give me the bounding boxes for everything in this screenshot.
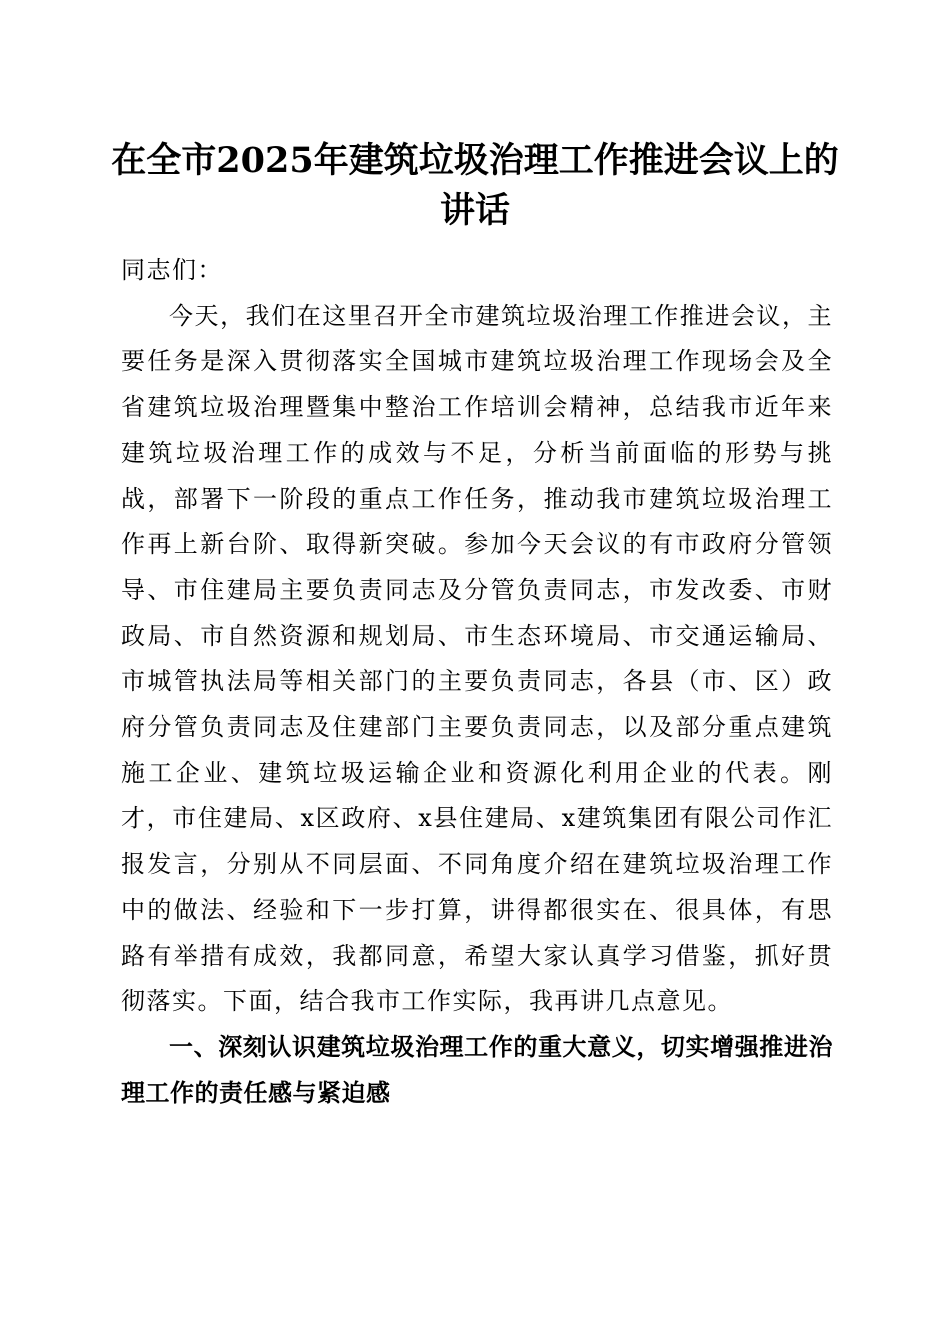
opening-paragraph: 今天，我们在这里召开全市建筑垃圾治理工作推进会议，主要任务是深入贯彻落实全国城市建筑垃圾治理工作现场会及全省建筑垃圾治理暨集中整治工作培训会精神，总结我市近年来建筑垃圾治理工作的成效与不足，分析当前面临的形势与挑战，部署下一阶段的重点工作任务，推动我市建筑垃圾治理工作再上新台阶、取得新突破。参加今天会议的有市政府分管领导、市住建局主要负责同志及分管负责同志，市发改委、市财政局、市自然资源和规划局、市生态环境局、市交通运输局、市城管执法局等相关部门的主要负责同志，各县（市、区）政府分管负责同志及住建部门主要负责同志，以及部分重点建筑施工企业、建筑垃圾运输企业和资源化利用企业的代表。刚才，市住建局、x区政府、x县住建局、x建筑集团有限公司作汇报发言，分别从不同层面、不同角度介绍在建筑垃圾治理工作中的做法、经验和下一步打算，讲得都很实在、很具体，有思路有举措有成效，我都同意，希望大家认真学习借鉴，抓好贯彻落实。下面，结合我市工作实际，我再讲几点意见。 <box>121 301 833 1016</box>
salutation: 同志们： <box>121 256 223 284</box>
section-heading-1: 一、深刻认识建筑垃圾治理工作的重大意义，切实增强推进治理工作的责任感与紧迫感 <box>121 1032 833 1107</box>
document-title: 在全市2025年建筑垃圾治理工作推进会议上的讲话 <box>111 140 839 231</box>
document-body <box>121 248 833 1116</box>
